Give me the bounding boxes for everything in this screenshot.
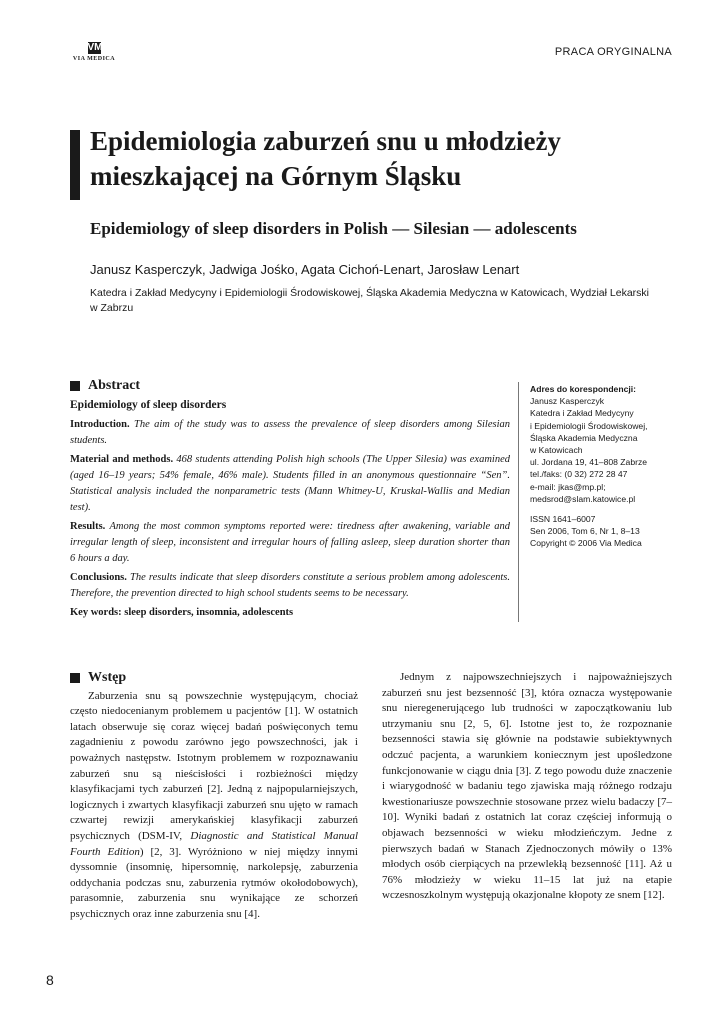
issn-line: ISSN 1641–6007: [530, 514, 596, 525]
methods-text: 468 students attending Polish high schools (The Upper Silesia) was examined (aged 16–19 years; 54% female, 46% male). Students filled in an anonymous questionnaire “Sen”. Statistical analysis included the nonparametric tests (Mann Whitney-U, Kruskal-Wallis and Median test).: [70, 454, 511, 513]
keywords-text: sleep disorders, insomnia, adolescents: [124, 607, 294, 618]
square-bullet-icon: [70, 381, 80, 391]
methods-label: Material and methods.: [70, 454, 174, 465]
correspondence-box: [530, 383, 700, 550]
abstract-conclusions: [70, 570, 510, 602]
conclusions-text: The results indicate that sleep disorders constitute a serious problem among adolescents. Therefore, the prevention directed to high school students seems to be necessary.: [70, 572, 510, 599]
intro-paragraph-right: Jednym z najpowszechniejszych i najpoważniejszych zaburzeń snu jest bezsenność [3], która oznacza występowanie snu nieregenerującego lub trudności w zapoczątkowaniu lub utrzymaniu snu [2, 5, 6]. Istotne jest to, że rozpoznanie bezsenności stawia się głównie na podstawie subiektywnych odczuć pacjenta, a warunkiem koniecznym jest upośledzone funkcjonowanie w ciągu dnia [3]. Z tego powodu duże znaczenie i wiarygodność w badaniu tego zjawiska mają różnego rodzaju kwestionariusze powszechnie stosowane przez wielu badaczy [7–10]. Wyniki badań z ostatnich lat coraz częściej informują o objawach bezsenności w wieku młodzieńczym. Jedne z pierwszych badań w Stanach Zjednoczonych mówiły o 13% młodych osób cierpiących na przewlekłą bezsenność [11]. Aż u 76% młodzieży w wieku 11–15 lat już na etapie wczesnoszkolnym występują okazjonalne kłopoty ze snem [12].: [382, 671, 672, 902]
abstract-heading-text: Abstract: [88, 378, 141, 393]
citation-line: Sen 2006, Tom 6, Nr 1, 8–13: [530, 526, 640, 537]
affiliation: Katedra i Zakład Medycyny i Epidemiologii Środowiskowej, Śląska Akademia Medyczna w Katowicach, Wydział Lekarski w Zabrzu: [90, 287, 649, 314]
abstract-block: [70, 378, 510, 624]
abstract-introduction: [70, 417, 510, 449]
intro-text-part-2: ) [2, 3]. Wyróżniono w niej między innymi dyssomnie (insomnię, hipersomnię, narkolepsję, zaburzenia oddychania podczas snu, zaburzenia rytmów okołodobowych), parasomnie, zaburzenia snu wynikające ze schorzeń psychicznych oraz inne zaburzenia snu [4].: [70, 845, 358, 920]
abstract-results: [70, 519, 510, 567]
keywords-label: Key words:: [70, 607, 122, 618]
square-bullet-icon: [70, 673, 80, 683]
intro-heading-text: Wstęp: [88, 670, 127, 685]
sidebar-divider: [518, 382, 519, 622]
correspondence-line: Janusz Kasperczyk: [530, 396, 605, 407]
logo-mark: [68, 42, 120, 54]
correspondence-email: e-mail: jkas@mp.pl;: [530, 481, 606, 492]
correspondence-line: i Epidemiologii Środowiskowej,: [530, 420, 648, 431]
intro-right-column: [382, 670, 672, 904]
conclusions-label: Conclusions.: [70, 572, 127, 583]
copyright-line: Copyright © 2006 Via Medica: [530, 538, 642, 549]
intro-paragraph: [70, 689, 358, 923]
correspondence-line: Śląska Akademia Medyczna: [530, 432, 638, 443]
results-label: Results.: [70, 521, 106, 532]
article-title-pl: Epidemiologia zaburzeń snu u młodzieży mieszkającej na Górnym Śląsku: [90, 126, 562, 191]
logo-name: VIA MEDICA: [72, 56, 116, 62]
page-number: 8: [46, 972, 54, 988]
author-list: Janusz Kasperczyk, Jadwiga Jośko, Agata Cichoń-Lenart, Jarosław Lenart: [90, 262, 520, 277]
title-accent-bar: [70, 130, 80, 200]
logo-letters: VM: [87, 42, 103, 53]
correspondence-line: ul. Jordana 19, 41–808 Zabrze: [530, 457, 648, 468]
section-label: PRACA ORYGINALNA: [554, 46, 672, 58]
correspondence-line: w Katowicach: [530, 445, 583, 456]
abstract-methods: [70, 452, 510, 516]
abstract-subheading: Epidemiology of sleep disorders: [70, 399, 227, 411]
publisher-logo: [68, 42, 120, 68]
correspondence-heading: Adres do korespondencji:: [530, 384, 637, 394]
abstract-heading: [70, 378, 510, 394]
intro-text-part-1: Zaburzenia snu są powszechnie występującym, chociaż często niedocenianym problemem u pacjentów [1]. W ostatnich latach obserwuje się coraz więcej badań poświęconych temu zagadnieniu z powodu zarówno jego powszechności, jak i poważnych następstw. Istotnym problemem w rozpoznawaniu zaburzeń snu są nieścisłości i rozbieżności między klasyfikacjami tych zaburzeń [2]. Jedną z najpopularniejszych, logicznych i zwartych klasyfikacji zaburzeń snu ujęto w ramach czwartej rewizji amerykańskiej klasyfikacji zaburzeń psychicznych (DSM-IV,: [70, 689, 358, 842]
correspondence-line: Katedra i Zakład Medycyny: [530, 408, 634, 419]
abstract-keywords: [70, 605, 510, 621]
correspondence-line: tel./faks: (0 32) 272 28 47: [530, 469, 628, 480]
intro-left-column: [70, 670, 358, 923]
article-title-en: Epidemiology of sleep disorders in Polish — Silesian — adolescents: [90, 219, 577, 238]
introduction-text: The aim of the study was to assess the prevalence of sleep disorders among Silesian students.: [70, 419, 510, 446]
correspondence-email: medsrod@slam.katowice.pl: [530, 493, 636, 504]
intro-italic-title: Diagnostic and Statistical Manual Fourth Edition: [70, 829, 358, 858]
intro-heading: [70, 670, 358, 686]
results-text: Among the most common symptoms reported were: tiredness after awakening, variable and irregular length of sleep, inconsistent and irregular hours of falling asleep, sleep duration shorter than 6 hours a day.: [70, 521, 511, 564]
introduction-label: Introduction.: [70, 419, 130, 430]
